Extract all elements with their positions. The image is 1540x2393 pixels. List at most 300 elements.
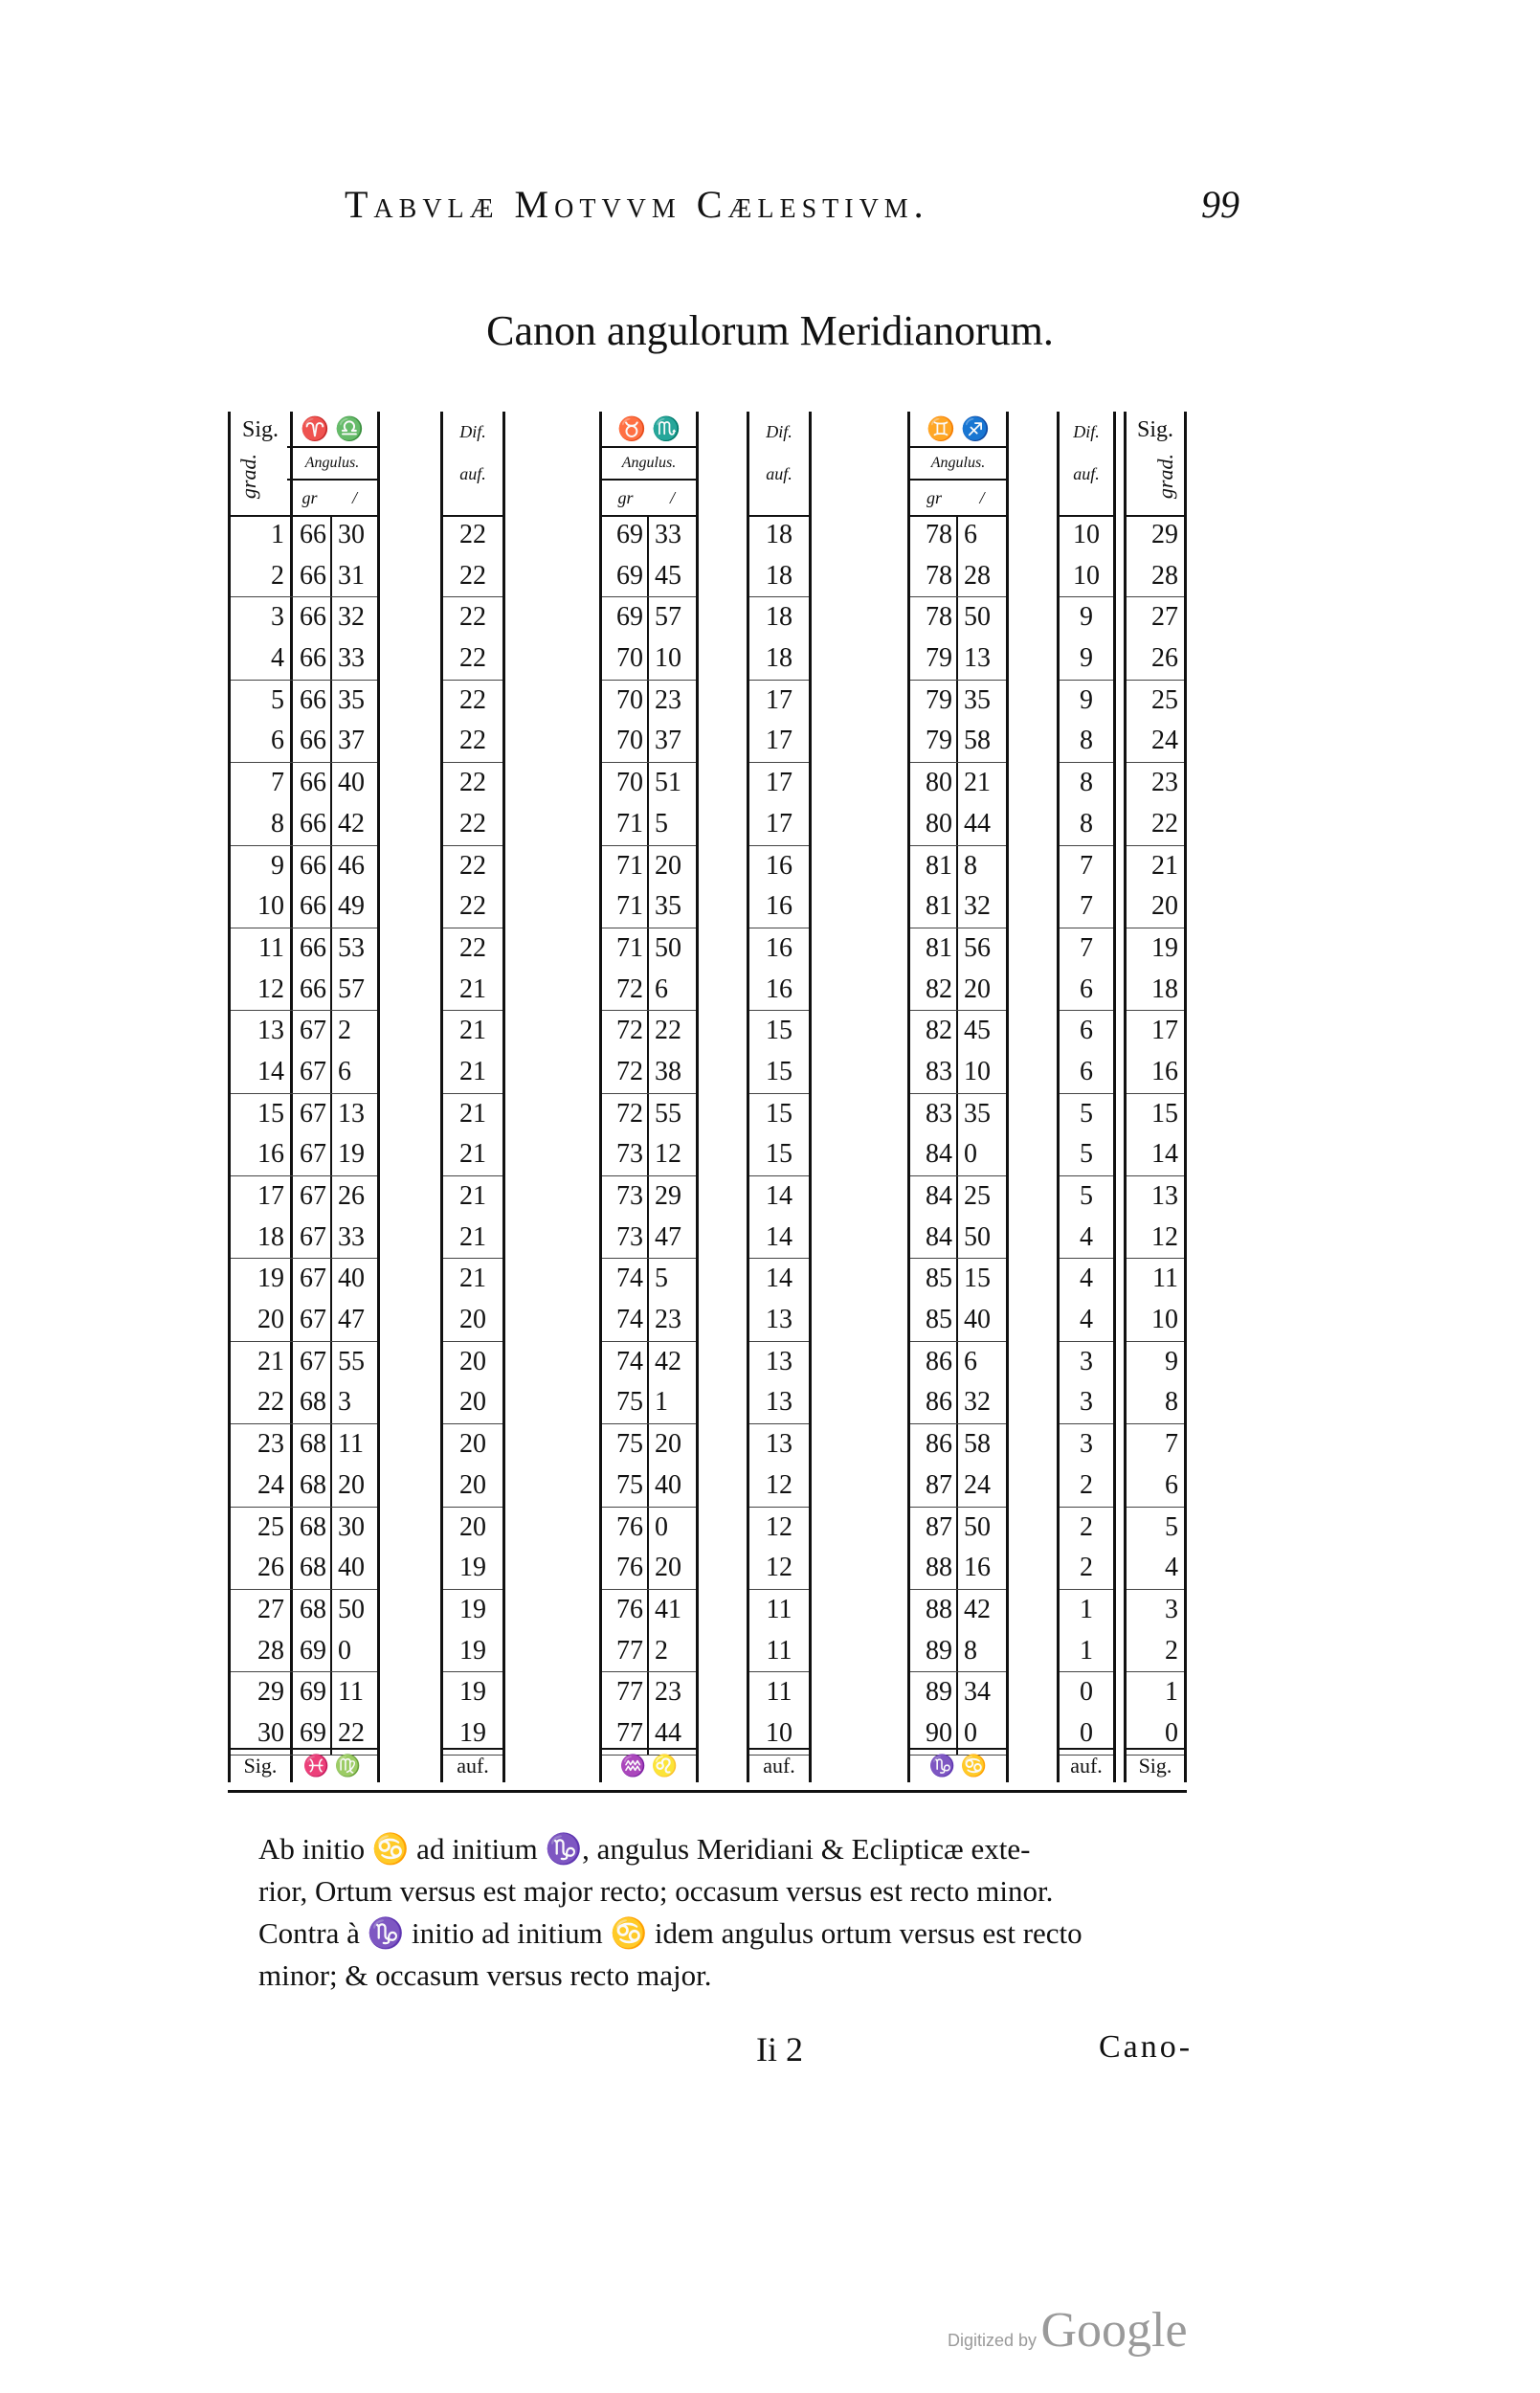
group3-angle-row [910, 721, 1006, 763]
right-degree-column [1124, 412, 1187, 1782]
minutes-cell: 30 [338, 520, 365, 549]
degree-cell: 8 [1127, 1382, 1184, 1424]
minutes-cell: 13 [964, 643, 991, 674]
group2-angle-rows [602, 515, 696, 1756]
difference-cell: 9 [1080, 602, 1093, 633]
group1-auf-label: auf. [459, 464, 486, 483]
group3-dif-rows [1060, 515, 1113, 1756]
degrees-cell: 69 [287, 1672, 332, 1713]
group1-dif-foot: auf. [443, 1748, 502, 1782]
group2-dif-rows [749, 515, 809, 1756]
group3-angle-row [910, 763, 1006, 804]
degree-cell: 7 [1165, 1429, 1178, 1460]
difference-cell: 12 [749, 1465, 809, 1508]
degree-cell: 26 [231, 1548, 290, 1590]
degrees-cell: 82 [910, 1011, 958, 1052]
difference-cell: 10 [1073, 520, 1100, 549]
degree-cell: 23 [1151, 768, 1178, 798]
left-sig-foot: Sig. [231, 1748, 290, 1782]
degree-cell: 30 [231, 1713, 290, 1756]
difference-cell: 22 [459, 768, 486, 798]
group2-angle-row [602, 1631, 696, 1673]
difference-cell: 22 [459, 520, 486, 549]
difference-cell: 17 [766, 684, 792, 715]
note-line: rior, Ortum versus est major recto; occasum versus est recto minor. [258, 1874, 1054, 1908]
degrees-cell: 66 [287, 597, 332, 638]
difference-cell: 19 [443, 1713, 502, 1756]
group2-angle-row [602, 1300, 696, 1342]
right-sig-foot: Sig. [1127, 1748, 1184, 1782]
group1-angle-row [287, 1508, 377, 1549]
canon-table [228, 412, 1187, 1793]
degrees-cell: 70 [602, 721, 649, 762]
minutes-cell: 0 [964, 1717, 977, 1748]
group1-signs: ♈ ♎ [287, 412, 377, 448]
group1-angle-row [287, 1094, 377, 1135]
difference-cell: 22 [443, 638, 502, 681]
minutes-cell: 2 [655, 1635, 668, 1666]
minutes-cell: 19 [338, 1139, 365, 1170]
group3-angle-row [910, 928, 1006, 970]
degrees-cell: 69 [287, 1631, 332, 1672]
signature-mark: Ii 2 [756, 2030, 803, 2069]
minutes-cell: 20 [964, 973, 991, 1004]
degrees-cell: 80 [910, 804, 958, 845]
group1-angle-row [287, 1134, 377, 1176]
left-degree-header [231, 412, 290, 517]
group3-min-label: / [979, 488, 985, 507]
difference-cell: 5 [1060, 1134, 1113, 1176]
degree-cell: 21 [257, 1346, 284, 1376]
difference-cell: 17 [749, 721, 809, 763]
minutes-cell: 5 [655, 1264, 668, 1294]
degree-cell: 27 [1151, 602, 1178, 633]
difference-cell: 20 [443, 1300, 502, 1342]
minutes-cell: 50 [964, 1511, 991, 1542]
degree-cell: 17 [1151, 1016, 1178, 1046]
degrees-cell: 75 [602, 1424, 649, 1465]
difference-cell: 8 [1080, 768, 1093, 798]
degrees-cell: 89 [910, 1631, 958, 1672]
group2-angle-row [602, 1342, 696, 1383]
minutes-cell: 38 [655, 1056, 681, 1086]
degrees-cell: 68 [287, 1548, 332, 1589]
degrees-cell: 67 [287, 1176, 332, 1218]
group2-angle-row [602, 721, 696, 763]
minutes-cell: 8 [964, 1635, 977, 1666]
minutes-cell: 22 [338, 1717, 365, 1748]
degrees-cell: 67 [287, 1259, 332, 1300]
minutes-cell: 0 [964, 1139, 977, 1170]
group1-angle-row [287, 1548, 377, 1590]
group2-angle-row [602, 886, 696, 928]
group1-angle-row [287, 1011, 377, 1052]
degrees-cell: 86 [910, 1424, 958, 1465]
group2-auf-label: auf. [766, 464, 792, 483]
degrees-cell: 76 [602, 1548, 649, 1589]
degree-cell: 27 [257, 1594, 284, 1624]
group3-dif-foot: auf. [1060, 1748, 1113, 1782]
difference-cell: 10 [749, 1713, 809, 1756]
minutes-cell: 23 [655, 1305, 681, 1335]
degree-cell: 0 [1127, 1713, 1184, 1756]
degree-cell: 16 [1127, 1052, 1184, 1094]
left-degree-rows [231, 515, 290, 1756]
group2-signs: ♉ ♏ [602, 412, 696, 448]
minutes-cell: 6 [655, 973, 668, 1004]
degrees-cell: 74 [602, 1259, 649, 1300]
group2-angle-row [602, 1218, 696, 1260]
group3-gr-label: gr [926, 488, 942, 507]
minutes-cell: 33 [338, 1221, 365, 1252]
explanatory-notes [258, 1828, 1177, 1997]
group1-header [287, 412, 377, 517]
minutes-cell: 50 [964, 1221, 991, 1252]
difference-cell: 2 [1060, 1548, 1113, 1590]
difference-cell: 6 [1080, 1016, 1093, 1046]
degree-cell: 10 [1127, 1300, 1184, 1342]
group1-angle-row [287, 1424, 377, 1465]
minutes-cell: 33 [655, 520, 681, 549]
degrees-cell: 70 [602, 638, 649, 680]
group2-angle-row [602, 1176, 696, 1218]
degree-cell: 16 [231, 1134, 290, 1176]
group3-angle-row [910, 970, 1006, 1012]
minutes-cell: 42 [964, 1594, 991, 1624]
degrees-cell: 66 [287, 763, 332, 804]
minutes-cell: 35 [338, 684, 365, 715]
degrees-cell: 67 [287, 1342, 332, 1383]
difference-cell: 5 [1080, 1181, 1093, 1211]
group1-angle-row [287, 1052, 377, 1094]
minutes-cell: 57 [655, 602, 681, 633]
difference-cell: 11 [749, 1631, 809, 1673]
degree-cell: 1 [1165, 1677, 1178, 1708]
difference-cell: 21 [459, 1016, 486, 1046]
group2-angle-row [602, 1465, 696, 1508]
right-sig-label: Sig. [1136, 417, 1173, 442]
difference-cell: 18 [749, 638, 809, 681]
difference-cell: 20 [459, 1429, 486, 1460]
catchword: Cano- [1099, 2029, 1194, 2065]
minutes-cell: 40 [964, 1305, 991, 1335]
degrees-cell: 77 [602, 1713, 649, 1755]
difference-cell: 20 [443, 1465, 502, 1508]
degrees-cell: 83 [910, 1094, 958, 1135]
group2-header [602, 412, 696, 517]
degrees-cell: 68 [287, 1382, 332, 1423]
minutes-cell: 58 [964, 726, 991, 756]
degree-cell: 5 [1165, 1511, 1178, 1542]
minutes-cell: 40 [655, 1469, 681, 1500]
difference-cell: 15 [766, 1016, 792, 1046]
difference-cell: 20 [459, 1511, 486, 1542]
minutes-cell: 40 [338, 1264, 365, 1294]
degrees-cell: 74 [602, 1342, 649, 1383]
difference-cell: 11 [766, 1677, 792, 1708]
group3-angle-row [910, 846, 1006, 887]
difference-cell: 15 [766, 1098, 792, 1129]
difference-cell: 6 [1060, 970, 1113, 1012]
difference-cell: 0 [1080, 1677, 1093, 1708]
group1-angle-row [287, 1631, 377, 1673]
group2-angle-row [602, 1052, 696, 1094]
difference-cell: 18 [749, 556, 809, 598]
minutes-cell: 34 [964, 1677, 991, 1708]
group1-angle-row [287, 886, 377, 928]
group3-angle-row [910, 1011, 1006, 1052]
group3-angle-row [910, 1218, 1006, 1260]
degree-cell: 7 [271, 768, 284, 798]
difference-cell: 14 [766, 1264, 792, 1294]
degree-cell: 9 [271, 850, 284, 881]
degrees-cell: 76 [602, 1508, 649, 1549]
difference-cell: 18 [766, 602, 792, 633]
difference-cell: 7 [1060, 886, 1113, 928]
group3-angle-row [910, 1300, 1006, 1342]
degree-cell: 18 [231, 1218, 290, 1260]
minutes-cell: 11 [338, 1677, 364, 1708]
minutes-cell: 22 [655, 1016, 681, 1046]
group3-angle-row [910, 1176, 1006, 1218]
minutes-cell: 40 [338, 768, 365, 798]
minutes-cell: 53 [338, 932, 365, 963]
degrees-cell: 73 [602, 1176, 649, 1218]
difference-cell: 13 [749, 1300, 809, 1342]
difference-cell: 9 [1060, 638, 1113, 681]
degree-cell: 28 [231, 1631, 290, 1673]
sig-label: Sig. [241, 417, 279, 442]
difference-cell: 15 [749, 1052, 809, 1094]
difference-cell: 21 [443, 1134, 502, 1176]
minutes-cell: 35 [655, 891, 681, 922]
degrees-cell: 78 [910, 556, 958, 597]
minutes-cell: 45 [655, 560, 681, 591]
group2-dif-foot: auf. [749, 1748, 809, 1782]
degrees-cell: 68 [287, 1424, 332, 1465]
group3-foot: ♑ ♋ [910, 1748, 1006, 1782]
group3-angle-row [910, 1631, 1006, 1673]
minutes-cell: 10 [964, 1056, 991, 1086]
degrees-cell: 84 [910, 1176, 958, 1218]
difference-cell: 1 [1080, 1594, 1093, 1624]
minutes-cell: 45 [964, 1016, 991, 1046]
degree-cell: 3 [1165, 1594, 1178, 1624]
difference-cell: 19 [443, 1548, 502, 1590]
degree-cell: 24 [1127, 721, 1184, 763]
degrees-cell: 81 [910, 928, 958, 970]
group3-angle-column [907, 412, 1009, 1782]
degree-cell: 29 [257, 1677, 284, 1708]
difference-cell: 21 [443, 970, 502, 1012]
degrees-cell: 78 [910, 515, 958, 556]
degrees-cell: 76 [602, 1590, 649, 1631]
minutes-cell: 35 [964, 684, 991, 715]
degrees-cell: 87 [910, 1508, 958, 1549]
degrees-cell: 71 [602, 928, 649, 970]
note-line: Contra à ♑ initio ad initium ♋ idem angulus ortum versus est recto [258, 1916, 1082, 1950]
difference-cell: 10 [1060, 556, 1113, 598]
degree-cell: 2 [231, 556, 290, 598]
degree-cell: 19 [1151, 932, 1178, 963]
difference-cell: 21 [443, 1052, 502, 1094]
group1-angle-row [287, 556, 377, 598]
difference-cell: 6 [1060, 1052, 1113, 1094]
group3-angle-row [910, 515, 1006, 556]
degrees-cell: 73 [602, 1134, 649, 1175]
minutes-cell: 33 [338, 643, 365, 674]
degrees-cell: 79 [910, 638, 958, 680]
group1-angle-row [287, 681, 377, 722]
group2-angle-row [602, 1590, 696, 1631]
difference-cell: 21 [459, 1098, 486, 1129]
minutes-cell: 31 [338, 560, 365, 591]
minutes-cell: 29 [655, 1181, 681, 1211]
minutes-cell: 20 [655, 850, 681, 881]
minutes-cell: 32 [964, 1387, 991, 1418]
minutes-cell: 6 [964, 1346, 977, 1376]
minutes-cell: 32 [338, 602, 365, 633]
group1-angulus-label: Angulus. [287, 448, 377, 481]
group2-angle-row [602, 846, 696, 887]
degrees-cell: 69 [602, 597, 649, 638]
minutes-cell: 20 [655, 1553, 681, 1583]
group2-angulus-label: Angulus. [602, 448, 696, 481]
minutes-cell: 20 [655, 1429, 681, 1460]
group1-foot: ♓ ♍ [287, 1748, 377, 1782]
difference-cell: 22 [443, 721, 502, 763]
degrees-cell: 72 [602, 970, 649, 1011]
group3-angle-row [910, 638, 1006, 681]
degree-cell: 8 [231, 804, 290, 846]
degrees-cell: 72 [602, 1011, 649, 1052]
minutes-cell: 35 [964, 1098, 991, 1129]
degrees-cell: 81 [910, 846, 958, 887]
difference-cell: 7 [1080, 850, 1093, 881]
degree-cell: 20 [231, 1300, 290, 1342]
minutes-cell: 21 [964, 768, 991, 798]
degrees-cell: 77 [602, 1672, 649, 1713]
degrees-cell: 84 [910, 1218, 958, 1259]
minutes-cell: 6 [964, 520, 977, 549]
difference-cell: 14 [766, 1181, 792, 1211]
group1-angle-row [287, 1465, 377, 1508]
degree-cell: 28 [1127, 556, 1184, 598]
degree-cell: 6 [1127, 1465, 1184, 1508]
group2-gr-label: gr [617, 488, 634, 507]
group2-angle-row [602, 1094, 696, 1135]
group2-angle-row [602, 1259, 696, 1300]
group3-angle-row [910, 1590, 1006, 1631]
degrees-cell: 66 [287, 846, 332, 887]
difference-cell: 0 [1060, 1713, 1113, 1756]
group1-angle-row [287, 1342, 377, 1383]
minutes-cell: 28 [964, 560, 991, 591]
difference-cell: 8 [1060, 721, 1113, 763]
right-grad-label: grad. [1153, 454, 1177, 500]
degree-cell: 14 [231, 1052, 290, 1094]
table-title: Canon angulorum Meridianorum. [486, 307, 1054, 354]
group3-angle-row [910, 1382, 1006, 1424]
difference-cell: 4 [1060, 1218, 1113, 1260]
degrees-cell: 79 [910, 681, 958, 722]
group3-angle-row [910, 556, 1006, 598]
minutes-cell: 57 [338, 973, 365, 1004]
group2-angle-row [602, 1508, 696, 1549]
minutes-cell: 1 [655, 1387, 668, 1418]
difference-cell: 17 [749, 804, 809, 846]
difference-cell: 18 [766, 520, 792, 549]
degrees-cell: 68 [287, 1508, 332, 1549]
difference-cell: 20 [459, 1346, 486, 1376]
group2-angle-row [602, 681, 696, 722]
degree-cell: 20 [1127, 886, 1184, 928]
group1-angle-row [287, 928, 377, 970]
degrees-cell: 71 [602, 846, 649, 887]
degree-cell: 15 [1151, 1098, 1178, 1129]
group1-gr-label: gr [301, 488, 318, 507]
degrees-cell: 66 [287, 515, 332, 556]
group3-dif-header [1060, 412, 1113, 517]
group2-angle-column [599, 412, 699, 1782]
minutes-cell: 50 [964, 602, 991, 633]
group2-foot: ♒ ♌ [602, 1748, 696, 1782]
group1-angle-row [287, 846, 377, 887]
degrees-cell: 75 [602, 1382, 649, 1423]
degrees-cell: 66 [287, 638, 332, 680]
degree-cell: 3 [271, 602, 284, 633]
running-title: Tabvlæ Motvvm Cælestivm. [345, 183, 929, 226]
group1-min-label: / [351, 488, 357, 507]
minutes-cell: 51 [655, 768, 681, 798]
group3-angle-rows [910, 515, 1006, 1756]
group3-auf-label: auf. [1073, 464, 1100, 483]
degrees-cell: 69 [287, 1713, 332, 1755]
minutes-cell: 40 [338, 1553, 365, 1583]
group1-dif-label: Dif. [459, 422, 486, 441]
degrees-cell: 86 [910, 1382, 958, 1423]
minutes-cell: 42 [338, 808, 365, 839]
group3-angle-row [910, 1052, 1006, 1094]
left-degree-column [228, 412, 293, 1782]
degrees-cell: 66 [287, 556, 332, 597]
minutes-cell: 8 [964, 850, 977, 881]
difference-cell: 4 [1080, 1264, 1093, 1294]
degree-cell: 12 [1127, 1218, 1184, 1260]
degree-cell: 22 [1127, 804, 1184, 846]
degrees-cell: 71 [602, 804, 649, 845]
group1-angle-row [287, 515, 377, 556]
group1-angle-row [287, 1300, 377, 1342]
degree-cell: 11 [258, 932, 284, 963]
difference-cell: 19 [459, 1677, 486, 1708]
group1-angle-row [287, 804, 377, 846]
degree-cell: 21 [1151, 850, 1178, 881]
minutes-cell: 15 [964, 1264, 991, 1294]
degree-cell: 1 [271, 520, 284, 549]
difference-cell: 2 [1060, 1465, 1113, 1508]
minutes-cell: 44 [964, 808, 991, 839]
difference-cell: 3 [1060, 1382, 1113, 1424]
group2-angle-row [602, 1424, 696, 1465]
degrees-cell: 74 [602, 1300, 649, 1341]
degrees-cell: 81 [910, 886, 958, 928]
group1-angle-row [287, 1382, 377, 1424]
degree-cell: 9 [1165, 1346, 1178, 1376]
degrees-cell: 78 [910, 597, 958, 638]
difference-cell: 21 [459, 1181, 486, 1211]
degrees-cell: 68 [287, 1590, 332, 1631]
